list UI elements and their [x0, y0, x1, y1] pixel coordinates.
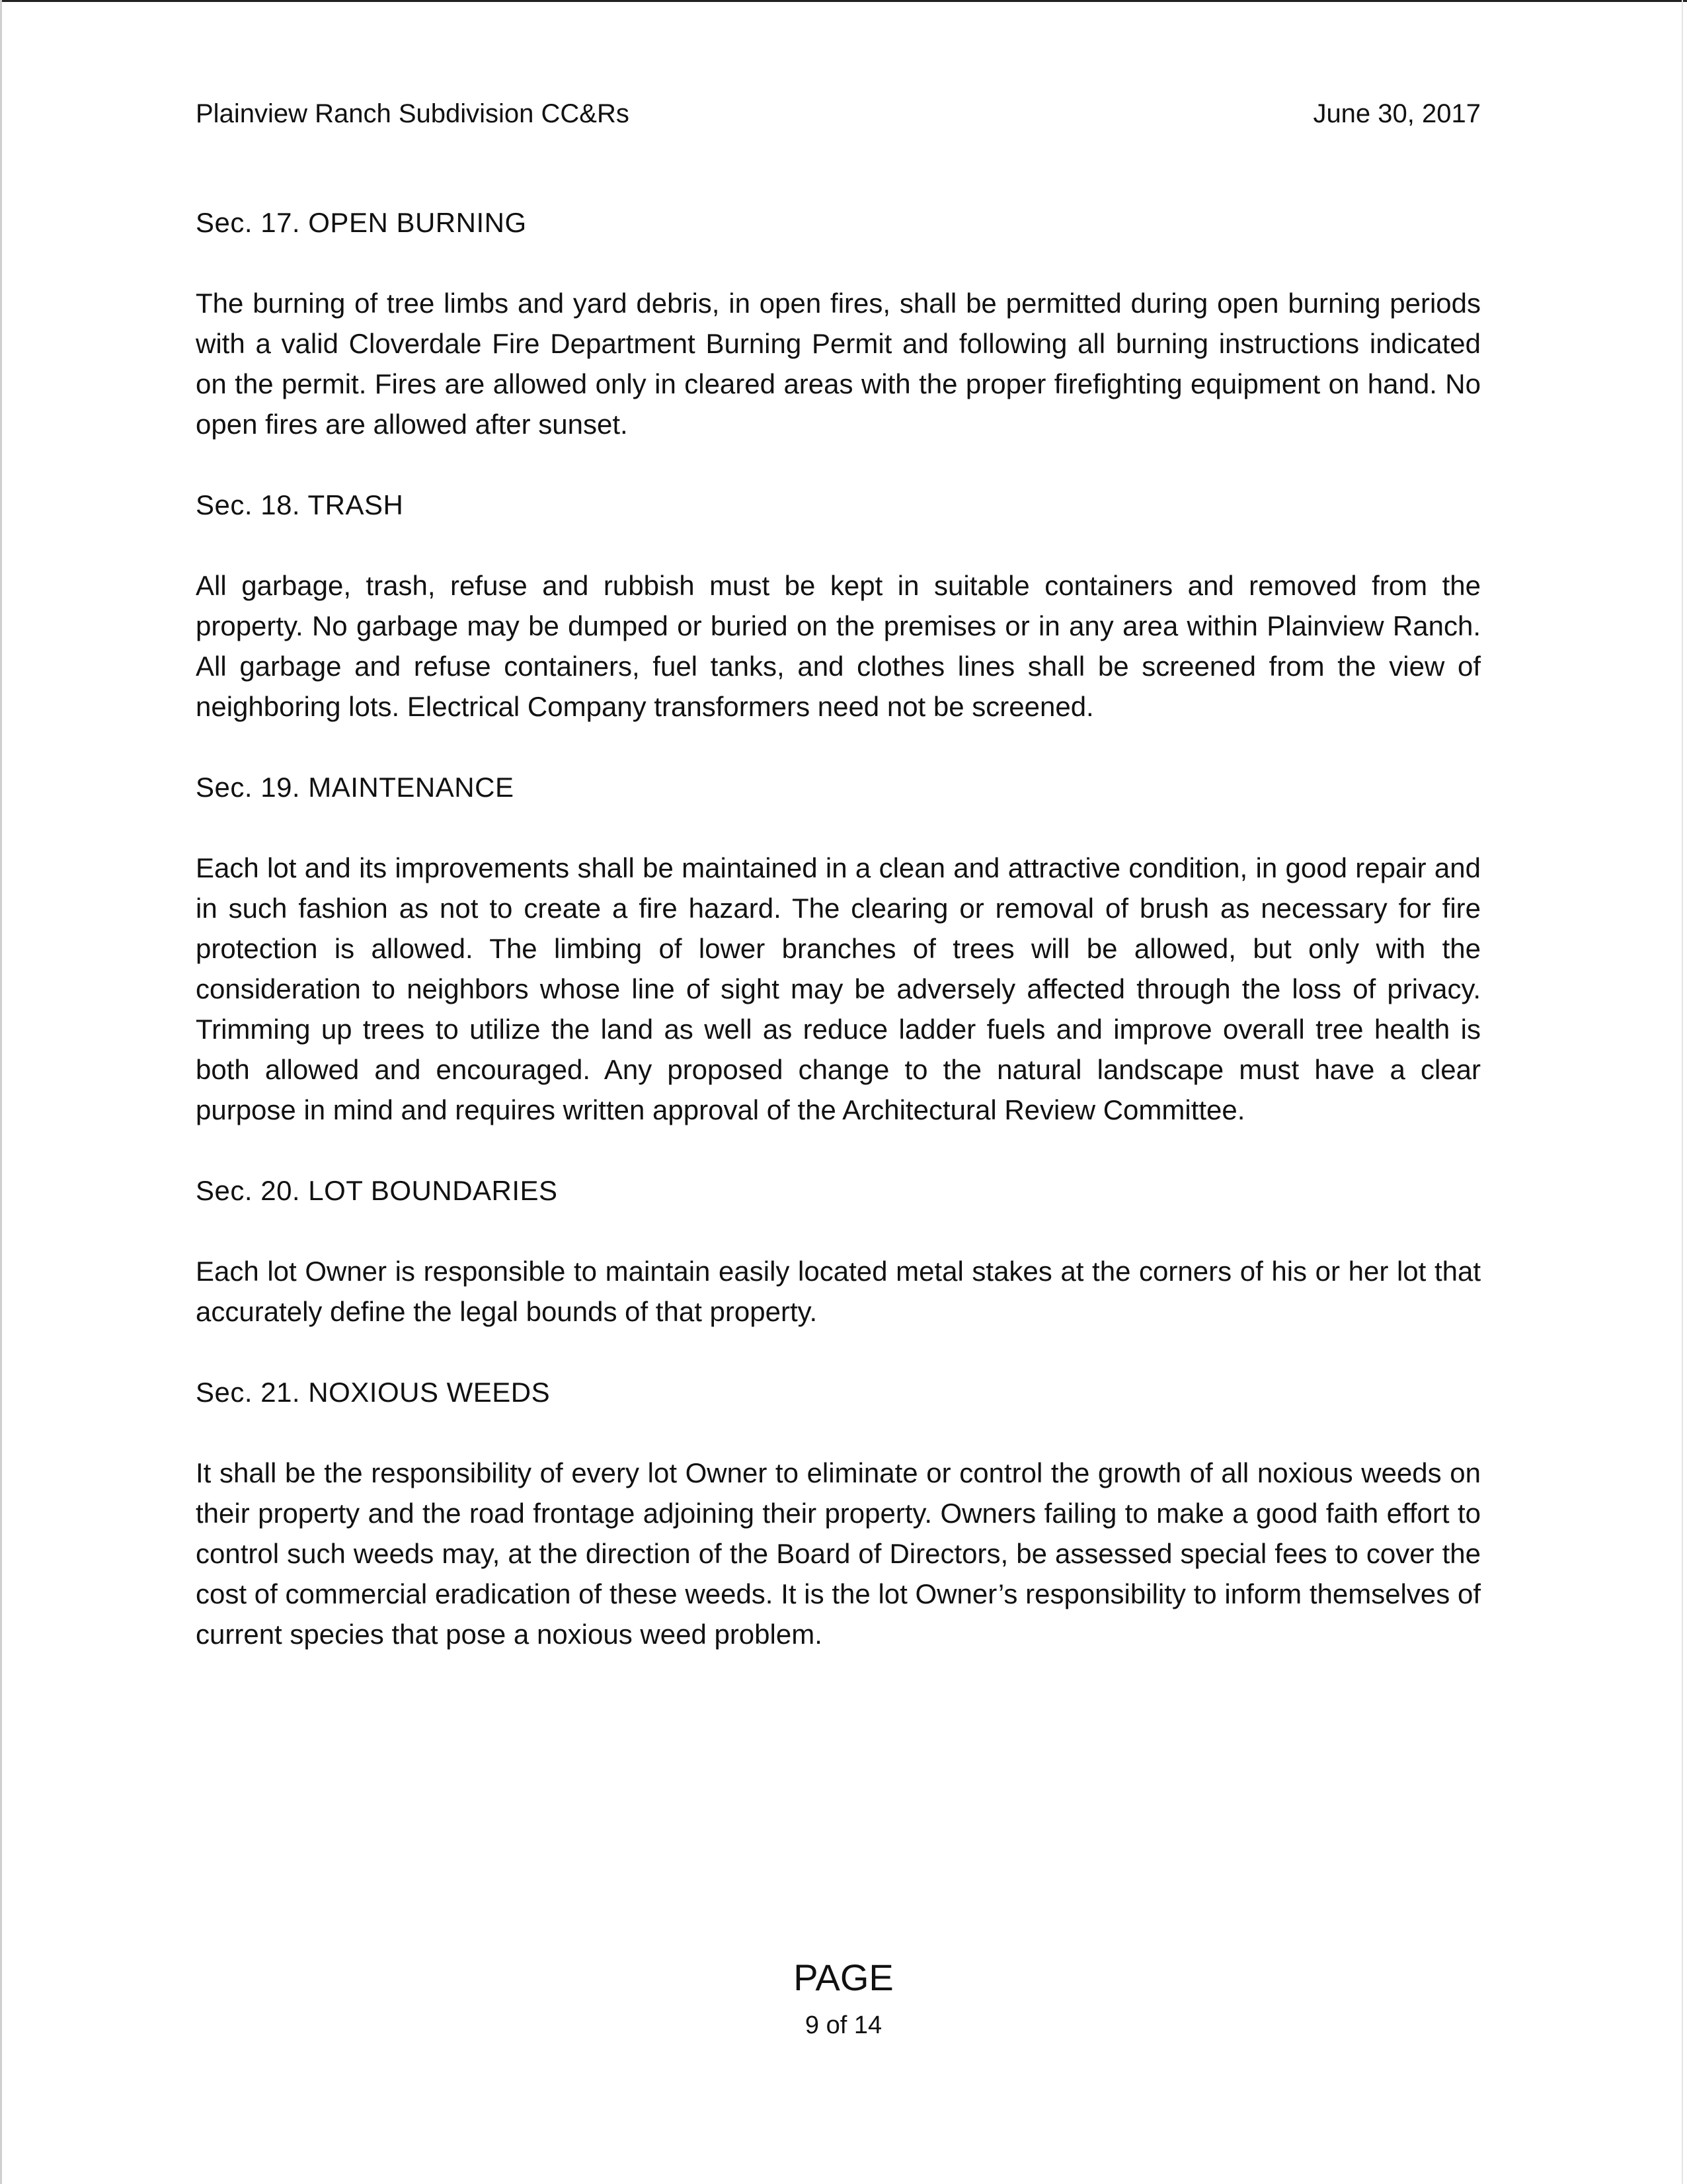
page-number: 9 of 14 — [804, 2011, 883, 2039]
section-noxious-weeds — [196, 1372, 1481, 1654]
section-paragraph: It shall be the responsibility of every lot Owner to eliminate or control the growth of all noxious weeds on their property and the road frontage adjoining their property. Owners failing to make a good faith effort to control such weeds may, at the direction of the Board of Directors, be assessed special fees to cover the cost of commercial eradication of these weeds. It is the lot Owner’s responsibility to inform themselves of current species that pose a noxious weed problem. — [196, 1457, 1481, 1650]
section-paragraph: Each lot and its improvements shall be maintained in a clean and attractive condition, in good repair and in such fashion as not to create a fire hazard. The clearing or removal of brush as necessary for fire protection is allowed. The limbing of lower branches of trees will be allowed, but only with the consideration to neighbors whose line of sight may be adversely affected through the loss of privacy. Trimming up trees to utilize the land as well as reduce ladder fuels and improve overall tree health is both allowed and encouraged. Any proposed change to the natural landscape must have a clear purpose in mind and requires written approval of the Architectural Review Committee. — [196, 852, 1481, 1125]
scan-border-top — [0, 0, 1687, 2]
page-footer — [0, 1954, 1687, 2044]
document-title: Plainview Ranch Subdivision CC&Rs — [196, 99, 629, 128]
document-body — [196, 202, 1481, 1695]
section-lot-boundaries — [196, 1170, 1481, 1332]
section-heading: Sec. 20. LOT BOUNDARIES — [196, 1175, 558, 1206]
section-paragraph: Each lot Owner is responsible to maintain easily located metal stakes at the corners of his or her lot that accurately define the legal bounds of that property. — [196, 1256, 1481, 1327]
section-paragraph: All garbage, trash, refuse and rubbish must be kept in suitable containers and removed from the property. No garbage may be dumped or buried on the premises or in any area within Plainview Ranch. All garbage and refuse containers, fuel tanks, and clothes lines shall be screened from the view of neighboring lots. Electrical Company transformers need not be screened. — [196, 570, 1481, 722]
scan-border-right — [1682, 0, 1683, 2184]
section-paragraph: The burning of tree limbs and yard debris, in open fires, shall be permitted during open burning periods with a valid Cloverdale Fire Department Burning Permit and following all burning instructions indicated on the permit. Fires are allowed only in cleared areas with the proper firefighting equipment on hand. No open fires are allowed after sunset. — [196, 288, 1481, 440]
section-maintenance — [196, 767, 1481, 1130]
section-trash — [196, 485, 1481, 727]
scan-border-left — [0, 0, 2, 2184]
document-date: June 30, 2017 — [1313, 99, 1481, 128]
section-heading: Sec. 19. MAINTENANCE — [196, 772, 514, 803]
page-header — [196, 99, 1481, 139]
section-heading: Sec. 21. NOXIOUS WEEDS — [196, 1377, 551, 1408]
page-label: PAGE — [793, 1957, 894, 1998]
section-heading: Sec. 18. TRASH — [196, 489, 404, 520]
section-open-burning — [196, 202, 1481, 444]
section-heading: Sec. 17. OPEN BURNING — [196, 207, 527, 238]
